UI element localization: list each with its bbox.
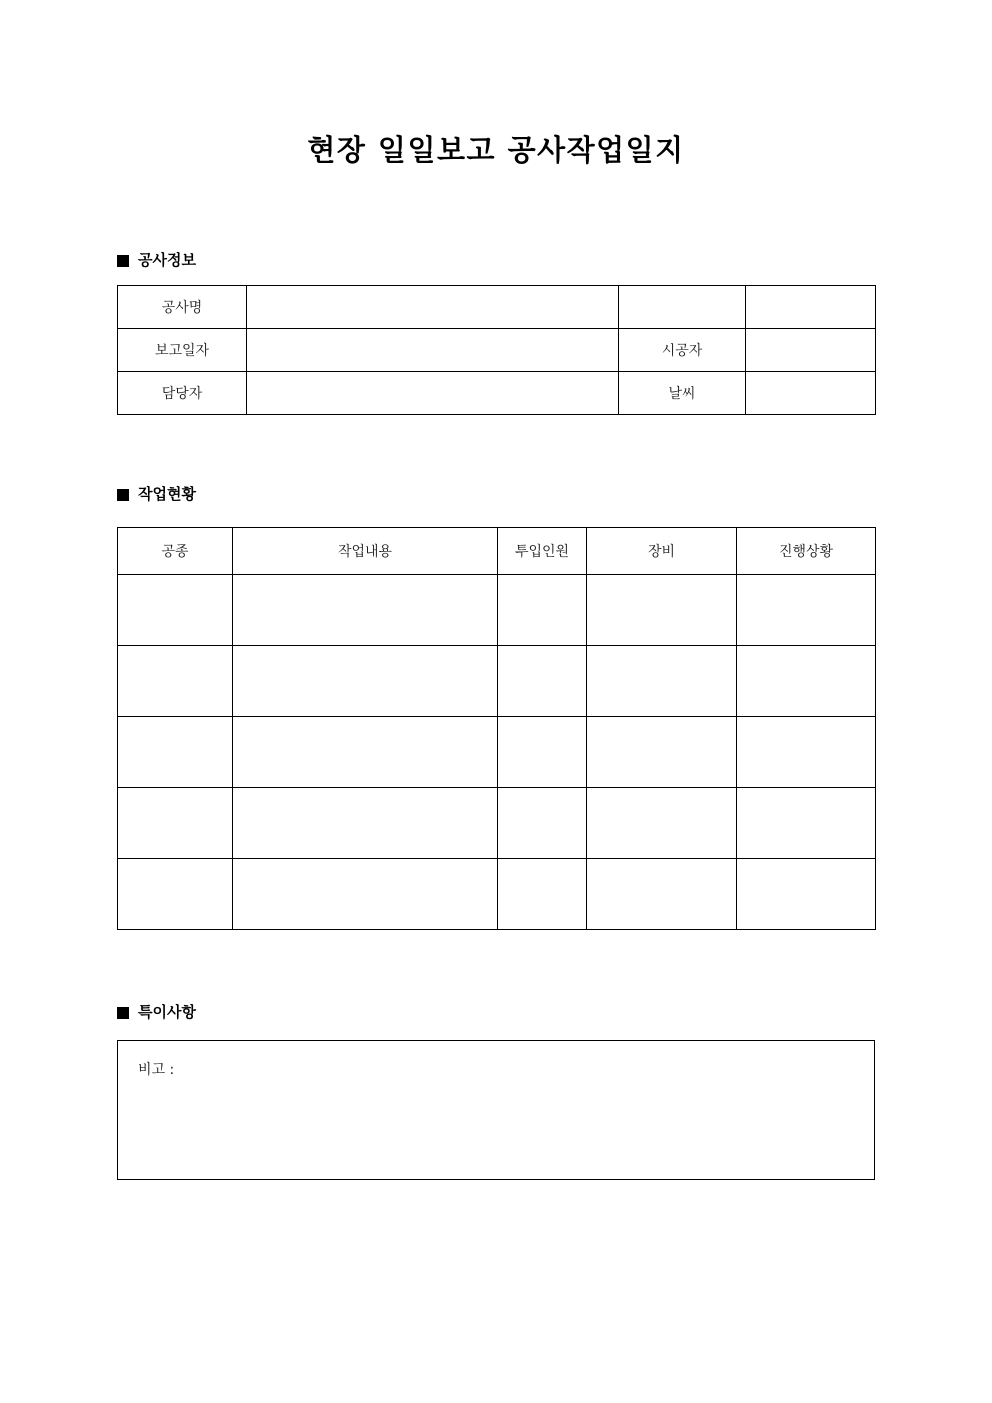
cell-personnel[interactable] xyxy=(498,788,587,859)
section-heading-label: 특이사항 xyxy=(138,1003,196,1021)
cell-progress[interactable] xyxy=(737,788,876,859)
row-label-report-date: 보고일자 xyxy=(118,329,247,372)
section-heading-construction-info xyxy=(117,253,196,268)
section-heading-label: 공사정보 xyxy=(138,251,196,269)
cell-work-content[interactable] xyxy=(233,788,498,859)
cell-work-type[interactable] xyxy=(118,646,233,717)
row-label-manager: 담당자 xyxy=(118,372,247,415)
table-row xyxy=(118,859,876,930)
cell-progress[interactable] xyxy=(737,646,876,717)
work-status-table xyxy=(117,527,876,930)
cell-personnel[interactable] xyxy=(498,575,587,646)
row-label-empty-1[interactable] xyxy=(619,286,746,329)
row-label-contractor: 시공자 xyxy=(619,329,746,372)
cell-progress[interactable] xyxy=(737,859,876,930)
cell-equipment[interactable] xyxy=(587,717,737,788)
remarks-label: 비고 : xyxy=(138,1062,175,1078)
column-header-work-content: 작업내용 xyxy=(233,528,498,575)
table-header-row xyxy=(118,528,876,575)
row-value-project-name[interactable] xyxy=(247,286,619,329)
cell-personnel[interactable] xyxy=(498,859,587,930)
table-row xyxy=(118,646,876,717)
table-row xyxy=(118,788,876,859)
cell-work-type[interactable] xyxy=(118,788,233,859)
construction-info-table xyxy=(117,285,876,415)
cell-work-content[interactable] xyxy=(233,646,498,717)
cell-equipment[interactable] xyxy=(587,575,737,646)
cell-progress[interactable] xyxy=(737,717,876,788)
column-header-equipment: 장비 xyxy=(587,528,737,575)
special-notes-box[interactable] xyxy=(117,1040,875,1180)
cell-work-content[interactable] xyxy=(233,717,498,788)
row-label-weather: 날씨 xyxy=(619,372,746,415)
column-header-progress: 진행상황 xyxy=(737,528,876,575)
cell-progress[interactable] xyxy=(737,575,876,646)
black-square-icon xyxy=(117,489,129,501)
cell-equipment[interactable] xyxy=(587,859,737,930)
table-row xyxy=(118,575,876,646)
cell-work-type[interactable] xyxy=(118,575,233,646)
cell-equipment[interactable] xyxy=(587,646,737,717)
cell-work-content[interactable] xyxy=(233,859,498,930)
cell-personnel[interactable] xyxy=(498,646,587,717)
section-heading-special-notes xyxy=(117,1005,196,1020)
table-row xyxy=(118,329,876,372)
section-heading-work-status xyxy=(117,487,196,502)
row-value-weather[interactable] xyxy=(746,372,876,415)
row-value-empty-1[interactable] xyxy=(746,286,876,329)
column-header-work-type: 공종 xyxy=(118,528,233,575)
table-row xyxy=(118,717,876,788)
row-label-project-name: 공사명 xyxy=(118,286,247,329)
cell-equipment[interactable] xyxy=(587,788,737,859)
page-title: 현장 일일보고 공사작업일지 xyxy=(307,133,685,167)
cell-work-content[interactable] xyxy=(233,575,498,646)
table-row xyxy=(118,372,876,415)
section-heading-label: 작업현황 xyxy=(138,485,196,503)
black-square-icon xyxy=(117,1007,129,1019)
row-value-manager[interactable] xyxy=(247,372,619,415)
row-value-contractor[interactable] xyxy=(746,329,876,372)
table-row xyxy=(118,286,876,329)
cell-work-type[interactable] xyxy=(118,859,233,930)
column-header-personnel: 투입인원 xyxy=(498,528,587,575)
cell-personnel[interactable] xyxy=(498,717,587,788)
black-square-icon xyxy=(117,255,129,267)
cell-work-type[interactable] xyxy=(118,717,233,788)
row-value-report-date[interactable] xyxy=(247,329,619,372)
